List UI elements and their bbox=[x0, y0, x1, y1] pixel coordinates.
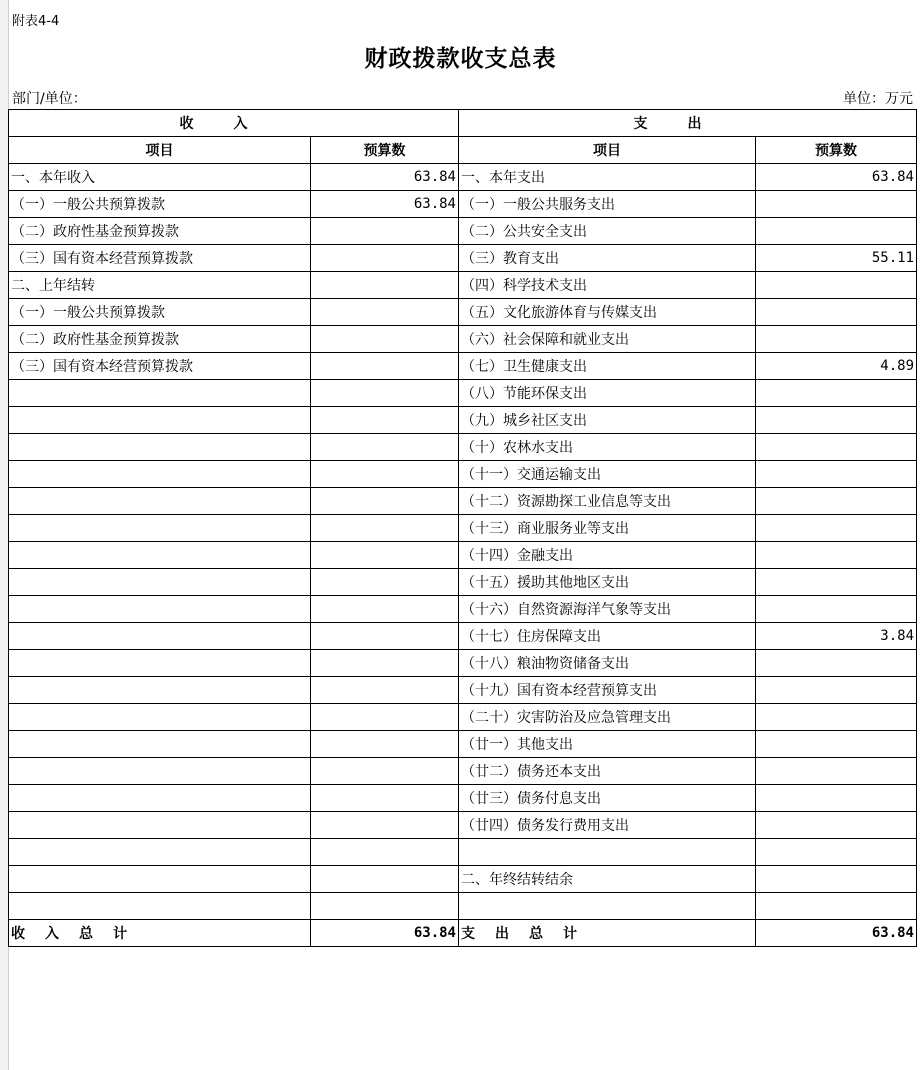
income-item-cell[interactable] bbox=[9, 812, 311, 839]
income-item-cell[interactable] bbox=[9, 407, 311, 434]
table-row bbox=[9, 515, 917, 542]
income-value-cell[interactable] bbox=[311, 299, 459, 326]
table-row bbox=[9, 299, 917, 326]
income-value-cell[interactable] bbox=[311, 623, 459, 650]
table-row bbox=[9, 596, 917, 623]
expense-item-cell[interactable]: 一、本年支出 bbox=[459, 164, 756, 191]
income-section-header[interactable]: 收入 bbox=[9, 110, 459, 137]
income-item-cell[interactable] bbox=[9, 758, 311, 785]
income-value-cell[interactable] bbox=[311, 569, 459, 596]
table-row bbox=[9, 461, 917, 488]
income-value-cell[interactable] bbox=[311, 812, 459, 839]
income-item-cell[interactable]: （二）政府性基金预算拨款 bbox=[9, 218, 311, 245]
expense-budget-col-header[interactable]: 预算数 bbox=[756, 137, 917, 164]
expense-item-cell[interactable]: （三）教育支出 bbox=[459, 245, 756, 272]
table-row bbox=[9, 245, 917, 272]
income-value-cell[interactable] bbox=[311, 461, 459, 488]
income-item-cell[interactable] bbox=[9, 785, 311, 812]
expense-value-cell[interactable] bbox=[756, 758, 917, 785]
income-item-cell[interactable] bbox=[9, 569, 311, 596]
income-value-cell[interactable]: 63.84 bbox=[311, 191, 459, 218]
expense-item-cell[interactable]: （六）社会保障和就业支出 bbox=[459, 326, 756, 353]
income-item-cell[interactable] bbox=[9, 488, 311, 515]
expense-item-cell[interactable]: （十二）资源勘探工业信息等支出 bbox=[459, 488, 756, 515]
expense-value-cell[interactable] bbox=[756, 326, 917, 353]
income-value-cell[interactable] bbox=[311, 488, 459, 515]
expense-item-cell[interactable]: （八）节能环保支出 bbox=[459, 380, 756, 407]
table-row bbox=[9, 218, 917, 245]
expense-item-cell[interactable]: （十三）商业服务业等支出 bbox=[459, 515, 756, 542]
expense-value-cell[interactable]: 4.89 bbox=[756, 353, 917, 380]
section-header-row bbox=[9, 110, 917, 137]
income-value-cell[interactable] bbox=[311, 596, 459, 623]
income-total-label[interactable]: 收入总计 bbox=[9, 920, 311, 947]
income-value-cell[interactable] bbox=[311, 434, 459, 461]
income-item-cell[interactable] bbox=[9, 380, 311, 407]
income-value-cell[interactable] bbox=[311, 758, 459, 785]
expense-value-cell[interactable] bbox=[756, 785, 917, 812]
expense-value-cell[interactable] bbox=[756, 569, 917, 596]
expense-value-cell[interactable] bbox=[756, 866, 917, 893]
expense-value-cell[interactable] bbox=[756, 488, 917, 515]
table-row bbox=[9, 839, 917, 866]
expense-value-cell[interactable] bbox=[756, 650, 917, 677]
expense-item-cell[interactable]: （二十）灾害防治及应急管理支出 bbox=[459, 704, 756, 731]
expense-item-cell[interactable]: （四）科学技术支出 bbox=[459, 272, 756, 299]
expense-item-col-header[interactable]: 项目 bbox=[459, 137, 756, 164]
table-row bbox=[9, 488, 917, 515]
expense-item-cell[interactable]: （十五）援助其他地区支出 bbox=[459, 569, 756, 596]
table-row bbox=[9, 380, 917, 407]
income-value-cell[interactable] bbox=[311, 218, 459, 245]
income-item-cell[interactable] bbox=[9, 677, 311, 704]
expense-item-cell[interactable]: （廿一）其他支出 bbox=[459, 731, 756, 758]
expense-item-cell[interactable] bbox=[459, 893, 756, 920]
income-item-cell[interactable] bbox=[9, 704, 311, 731]
table-row bbox=[9, 731, 917, 758]
expense-value-cell[interactable] bbox=[756, 218, 917, 245]
income-item-cell[interactable]: 一、本年收入 bbox=[9, 164, 311, 191]
table-row bbox=[9, 812, 917, 839]
income-item-cell[interactable] bbox=[9, 731, 311, 758]
expense-value-cell[interactable] bbox=[756, 731, 917, 758]
income-item-cell[interactable]: （三）国有资本经营预算拨款 bbox=[9, 245, 311, 272]
income-item-cell[interactable] bbox=[9, 650, 311, 677]
expense-value-cell[interactable] bbox=[756, 191, 917, 218]
income-item-cell[interactable]: （一）一般公共预算拨款 bbox=[9, 299, 311, 326]
expense-section-header[interactable]: 支出 bbox=[459, 110, 917, 137]
annex-label: 附表4-4 bbox=[12, 14, 60, 29]
expense-item-cell[interactable]: （九）城乡社区支出 bbox=[459, 407, 756, 434]
expense-total-value[interactable]: 63.84 bbox=[756, 920, 917, 947]
expense-item-cell[interactable]: （七）卫生健康支出 bbox=[459, 353, 756, 380]
expense-value-cell[interactable] bbox=[756, 515, 917, 542]
income-budget-col-header[interactable]: 预算数 bbox=[311, 137, 459, 164]
income-value-cell[interactable] bbox=[311, 353, 459, 380]
table-row bbox=[9, 272, 917, 299]
income-item-cell[interactable] bbox=[9, 461, 311, 488]
expense-item-cell[interactable]: （十）农林水支出 bbox=[459, 434, 756, 461]
table-row bbox=[9, 758, 917, 785]
expense-value-cell[interactable]: 3.84 bbox=[756, 623, 917, 650]
income-item-cell[interactable] bbox=[9, 893, 311, 920]
expense-item-cell[interactable]: 二、年终结转结余 bbox=[459, 866, 756, 893]
table-row bbox=[9, 650, 917, 677]
income-value-cell[interactable] bbox=[311, 380, 459, 407]
income-item-cell[interactable]: 二、上年结转 bbox=[9, 272, 311, 299]
income-value-cell[interactable] bbox=[311, 677, 459, 704]
expense-item-cell[interactable]: （五）文化旅游体育与传媒支出 bbox=[459, 299, 756, 326]
income-value-cell[interactable] bbox=[311, 893, 459, 920]
table-row bbox=[9, 191, 917, 218]
table-row bbox=[9, 677, 917, 704]
expense-value-cell[interactable]: 63.84 bbox=[756, 164, 917, 191]
expense-item-cell[interactable]: （廿二）债务还本支出 bbox=[459, 758, 756, 785]
income-value-cell[interactable] bbox=[311, 272, 459, 299]
income-item-cell[interactable]: （三）国有资本经营预算拨款 bbox=[9, 353, 311, 380]
table-row bbox=[9, 164, 917, 191]
expense-total-label[interactable]: 支出总计 bbox=[459, 920, 756, 947]
expense-item-cell[interactable]: （一）一般公共服务支出 bbox=[459, 191, 756, 218]
expense-item-cell[interactable]: （十八）粮油物资储备支出 bbox=[459, 650, 756, 677]
column-header-row bbox=[9, 137, 917, 164]
income-total-value[interactable]: 63.84 bbox=[311, 920, 459, 947]
income-value-cell[interactable] bbox=[311, 839, 459, 866]
expense-value-cell[interactable] bbox=[756, 542, 917, 569]
department-label: 部门/单位： bbox=[12, 91, 87, 107]
expense-item-cell[interactable]: （十七）住房保障支出 bbox=[459, 623, 756, 650]
income-item-cell[interactable] bbox=[9, 596, 311, 623]
totals-row bbox=[9, 920, 917, 947]
table-row bbox=[9, 542, 917, 569]
income-item-cell[interactable] bbox=[9, 839, 311, 866]
income-item-cell[interactable] bbox=[9, 542, 311, 569]
income-value-cell[interactable] bbox=[311, 866, 459, 893]
expense-value-cell[interactable] bbox=[756, 407, 917, 434]
expense-value-cell[interactable] bbox=[756, 596, 917, 623]
expense-value-cell[interactable] bbox=[756, 893, 917, 920]
table-row bbox=[9, 569, 917, 596]
table-row bbox=[9, 326, 917, 353]
income-value-cell[interactable] bbox=[311, 326, 459, 353]
expense-value-cell[interactable] bbox=[756, 380, 917, 407]
budget-table bbox=[8, 109, 917, 947]
income-item-cell[interactable]: （一）一般公共预算拨款 bbox=[9, 191, 311, 218]
income-value-cell[interactable] bbox=[311, 245, 459, 272]
expense-item-cell[interactable]: （十六）自然资源海洋气象等支出 bbox=[459, 596, 756, 623]
table-row bbox=[9, 893, 917, 920]
income-value-cell[interactable] bbox=[311, 407, 459, 434]
income-value-cell[interactable] bbox=[311, 731, 459, 758]
unit-label: 单位：万元 bbox=[843, 91, 913, 107]
expense-value-cell[interactable] bbox=[756, 812, 917, 839]
expense-item-cell[interactable]: （十九）国有资本经营预算支出 bbox=[459, 677, 756, 704]
table-row bbox=[9, 353, 917, 380]
table-row bbox=[9, 704, 917, 731]
income-value-cell[interactable] bbox=[311, 704, 459, 731]
income-value-cell[interactable] bbox=[311, 650, 459, 677]
income-value-cell[interactable] bbox=[311, 542, 459, 569]
table-row bbox=[9, 407, 917, 434]
expense-value-cell[interactable] bbox=[756, 461, 917, 488]
expense-item-cell[interactable] bbox=[459, 839, 756, 866]
expense-value-cell[interactable] bbox=[756, 677, 917, 704]
income-value-cell[interactable] bbox=[311, 785, 459, 812]
income-item-cell[interactable] bbox=[9, 623, 311, 650]
expense-value-cell[interactable]: 55.11 bbox=[756, 245, 917, 272]
income-item-cell[interactable]: （二）政府性基金预算拨款 bbox=[9, 326, 311, 353]
expense-item-cell[interactable]: （十一）交通运输支出 bbox=[459, 461, 756, 488]
table-row bbox=[9, 623, 917, 650]
expense-value-cell[interactable] bbox=[756, 839, 917, 866]
table-row bbox=[9, 434, 917, 461]
expense-item-cell[interactable]: （廿三）债务付息支出 bbox=[459, 785, 756, 812]
page-title: 财政拨款收支总表 bbox=[364, 45, 557, 72]
expense-value-cell[interactable] bbox=[756, 272, 917, 299]
expense-item-cell[interactable]: （二）公共安全支出 bbox=[459, 218, 756, 245]
expense-value-cell[interactable] bbox=[756, 299, 917, 326]
expense-item-cell[interactable]: （十四）金融支出 bbox=[459, 542, 756, 569]
expense-value-cell[interactable] bbox=[756, 704, 917, 731]
expense-value-cell[interactable] bbox=[756, 434, 917, 461]
table-row bbox=[9, 866, 917, 893]
expense-item-cell[interactable]: （廿四）债务发行费用支出 bbox=[459, 812, 756, 839]
income-value-cell[interactable]: 63.84 bbox=[311, 164, 459, 191]
income-item-cell[interactable] bbox=[9, 434, 311, 461]
table-row bbox=[9, 785, 917, 812]
income-item-cell[interactable] bbox=[9, 515, 311, 542]
income-value-cell[interactable] bbox=[311, 515, 459, 542]
income-item-col-header[interactable]: 项目 bbox=[9, 137, 311, 164]
income-item-cell[interactable] bbox=[9, 866, 311, 893]
